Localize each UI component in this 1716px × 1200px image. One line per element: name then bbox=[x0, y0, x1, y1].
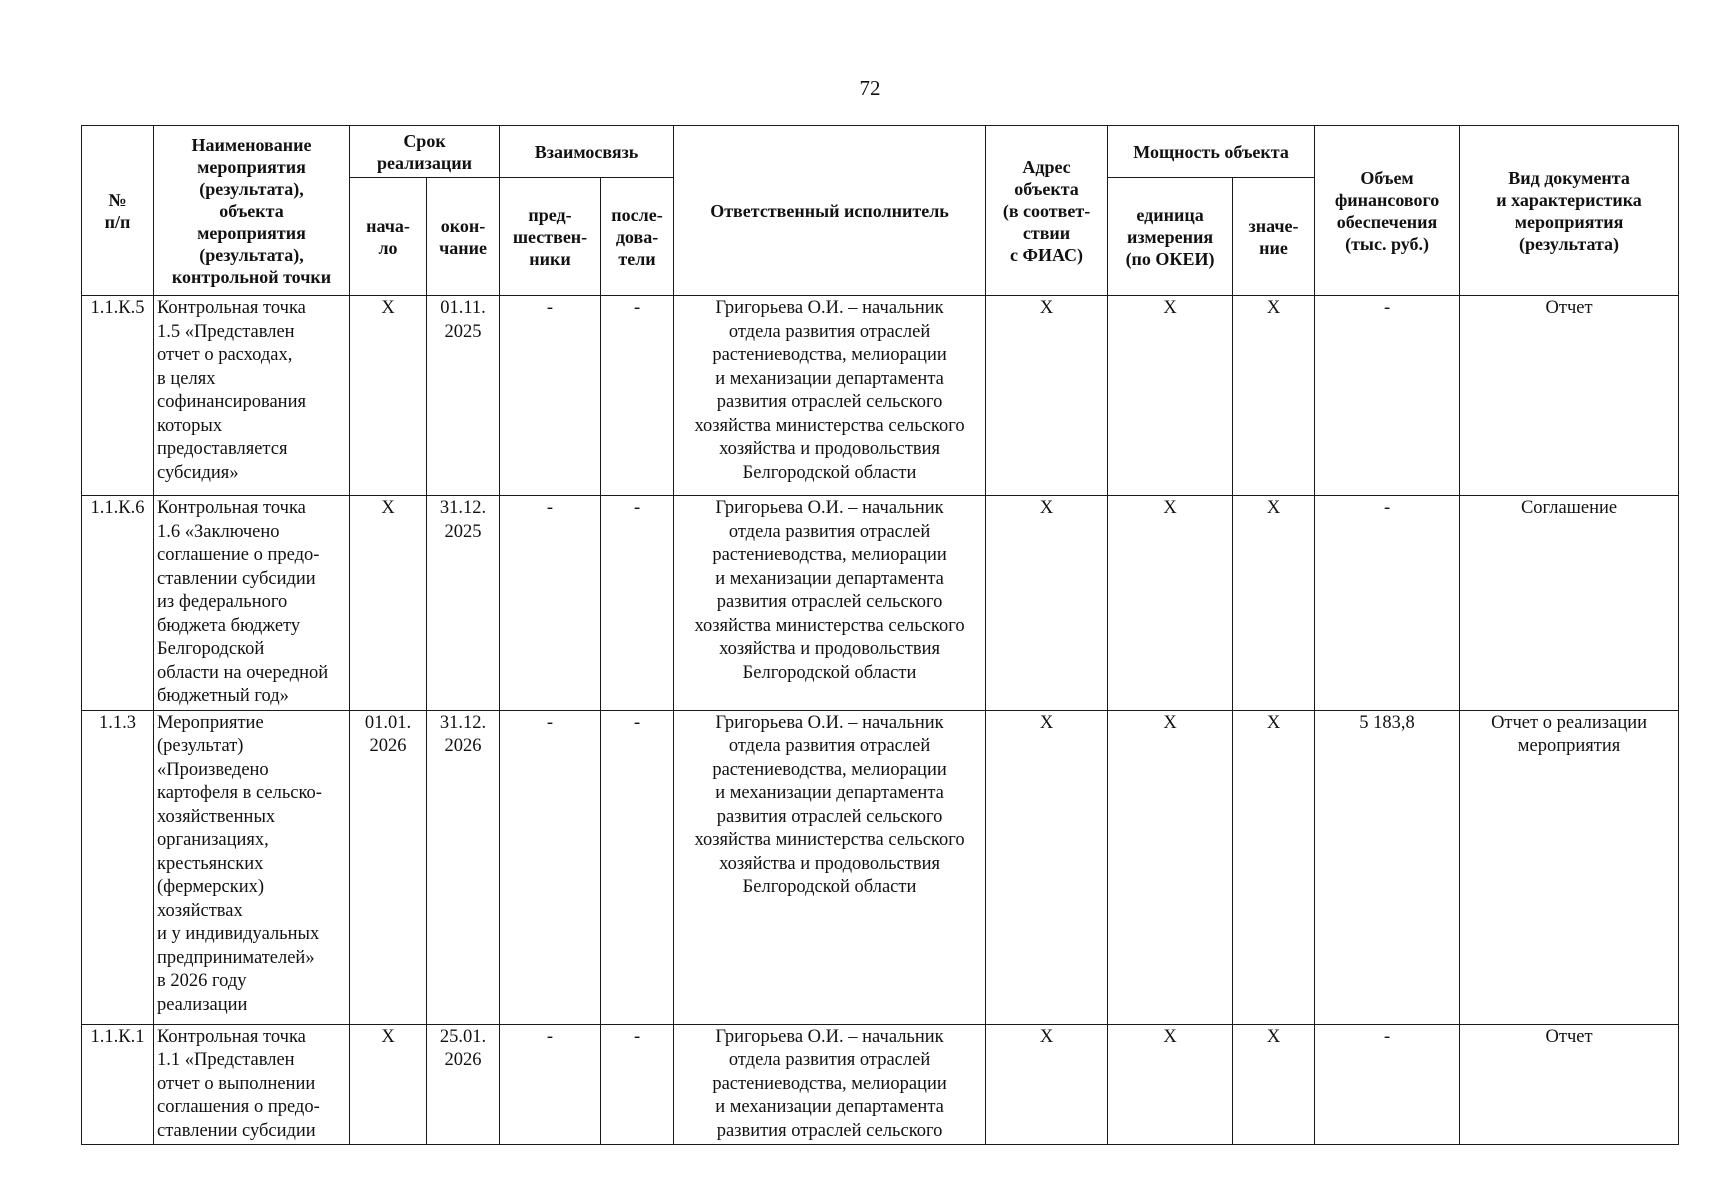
row-address: Х bbox=[986, 710, 1108, 1024]
row-unit: Х bbox=[1108, 296, 1233, 496]
row-successors: - bbox=[601, 496, 674, 711]
header-row-top bbox=[82, 126, 1679, 178]
row-name: Контрольная точка 1.5 «Представлен отчет о расходах, в целях софинансирования которых предоставляется субсидия» bbox=[154, 296, 350, 496]
row-start: Х bbox=[350, 296, 427, 496]
row-address: Х bbox=[986, 296, 1108, 496]
row-end: 01.11. 2025 bbox=[427, 296, 500, 496]
row-doc-type: Отчет о реализации мероприятия bbox=[1460, 710, 1679, 1024]
table-row bbox=[82, 710, 1679, 1024]
row-responsible: Григорьева О.И. – начальник отдела развития отраслей растениеводства, мелиорации и механизации департамента развития отраслей сельского хозяйства министерства сельского хозяйства и продовольствия Белгородской области bbox=[674, 496, 986, 711]
header-relation: Взаимосвязь bbox=[500, 126, 674, 178]
header-successors: после- дова- тели bbox=[601, 178, 674, 296]
row-start: Х bbox=[350, 1024, 427, 1145]
header-num: № п/п bbox=[82, 126, 154, 296]
row-successors: - bbox=[601, 710, 674, 1024]
row-doc-type: Отчет bbox=[1460, 1024, 1679, 1145]
row-responsible: Григорьева О.И. – начальник отдела развития отраслей растениеводства, мелиорации и механизации департамента развития отраслей сельского bbox=[674, 1024, 986, 1145]
row-finance: 5 183,8 bbox=[1315, 710, 1460, 1024]
row-value: Х bbox=[1233, 296, 1315, 496]
row-finance: - bbox=[1315, 496, 1460, 711]
row-num: 1.1.К.6 bbox=[82, 496, 154, 711]
row-successors: - bbox=[601, 296, 674, 496]
header-predecessors: пред- шествен- ники bbox=[500, 178, 601, 296]
row-responsible: Григорьева О.И. – начальник отдела развития отраслей растениеводства, мелиорации и механизации департамента развития отраслей сельского хозяйства министерства сельского хозяйства и продовольствия Белгородской области bbox=[674, 296, 986, 496]
row-predecessors: - bbox=[500, 1024, 601, 1145]
row-address: Х bbox=[986, 1024, 1108, 1145]
row-start: Х bbox=[350, 496, 427, 711]
events-table bbox=[81, 125, 1679, 1145]
row-value: Х bbox=[1233, 1024, 1315, 1145]
header-address: Адрес объекта (в соответ- ствии с ФИАС) bbox=[986, 126, 1108, 296]
header-period: Срок реализации bbox=[350, 126, 500, 178]
row-num: 1.1.К.1 bbox=[82, 1024, 154, 1145]
row-name: Мероприятие (результат) «Произведено картофеля в сельско- хозяйственных организациях, крестьянских (фермерских) хозяйствах и у индивидуальных предпринимателей» в 2026 году реализации bbox=[154, 710, 350, 1024]
row-end: 31.12. 2025 bbox=[427, 496, 500, 711]
page-number: 72 bbox=[859, 76, 881, 100]
row-value: Х bbox=[1233, 710, 1315, 1024]
row-address: Х bbox=[986, 496, 1108, 711]
row-num: 1.1.3 bbox=[82, 710, 154, 1024]
row-num: 1.1.К.5 bbox=[82, 296, 154, 496]
row-end: 31.12. 2026 bbox=[427, 710, 500, 1024]
header-capacity: Мощность объекта bbox=[1108, 126, 1315, 178]
row-name: Контрольная точка 1.6 «Заключено соглашение о предо- ставлении субсидии из федерального бюджета бюджету Белгородской области на очередной бюджетный год» bbox=[154, 496, 350, 711]
row-finance: - bbox=[1315, 296, 1460, 496]
row-finance: - bbox=[1315, 1024, 1460, 1145]
row-unit: Х bbox=[1108, 1024, 1233, 1145]
table-row bbox=[82, 296, 1679, 496]
header-finance: Объем финансового обеспечения (тыс. руб.) bbox=[1315, 126, 1460, 296]
header-unit: единица измерения (по ОКЕИ) bbox=[1108, 178, 1233, 296]
header-doc-type: Вид документа и характеристика мероприятия (результата) bbox=[1460, 126, 1679, 296]
header-name: Наименование мероприятия (результата), объекта мероприятия (результата), контрольной точки bbox=[154, 126, 350, 296]
row-successors: - bbox=[601, 1024, 674, 1145]
row-name: Контрольная точка 1.1 «Представлен отчет о выполнении соглашения о предо- ставлении субсидии bbox=[154, 1024, 350, 1145]
row-unit: Х bbox=[1108, 710, 1233, 1024]
header-end: окон- чание bbox=[427, 178, 500, 296]
table-row bbox=[82, 1024, 1679, 1145]
row-doc-type: Отчет bbox=[1460, 296, 1679, 496]
row-predecessors: - bbox=[500, 710, 601, 1024]
row-unit: Х bbox=[1108, 496, 1233, 711]
row-responsible: Григорьева О.И. – начальник отдела развития отраслей растениеводства, мелиорации и механизации департамента развития отраслей сельского хозяйства министерства сельского хозяйства и продовольствия Белгородской области bbox=[674, 710, 986, 1024]
row-start: 01.01. 2026 bbox=[350, 710, 427, 1024]
row-predecessors: - bbox=[500, 496, 601, 711]
row-doc-type: Соглашение bbox=[1460, 496, 1679, 711]
row-value: Х bbox=[1233, 496, 1315, 711]
header-responsible: Ответственный исполнитель bbox=[674, 126, 986, 296]
row-predecessors: - bbox=[500, 296, 601, 496]
table-row bbox=[82, 496, 1679, 711]
header-start: нача- ло bbox=[350, 178, 427, 296]
row-end: 25.01. 2026 bbox=[427, 1024, 500, 1145]
header-value: значе- ние bbox=[1233, 178, 1315, 296]
